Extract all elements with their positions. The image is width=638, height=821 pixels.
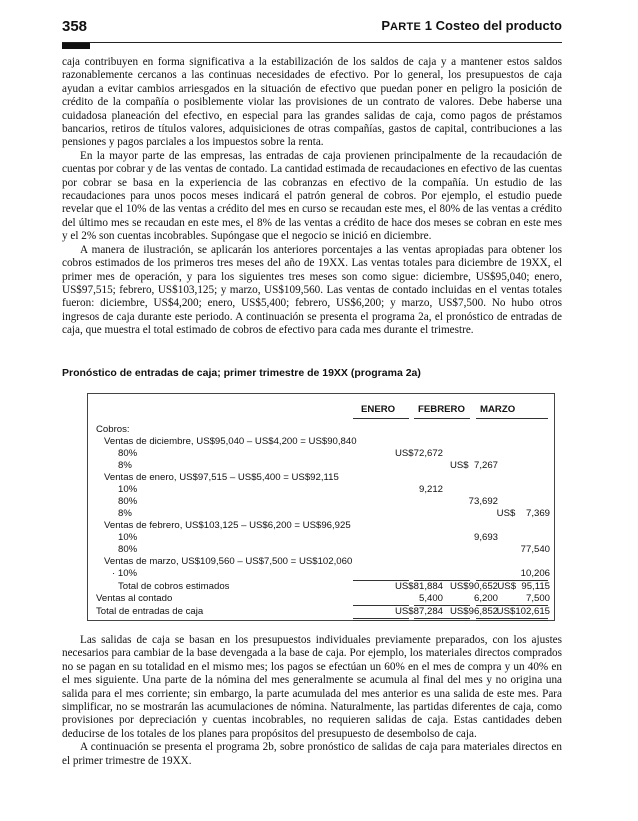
cell-febrero: 9,693 — [473, 532, 498, 543]
cell-marzo: 77,540 — [520, 544, 550, 555]
row-label: Cobros: — [96, 424, 130, 435]
row-label: 80% — [118, 448, 138, 459]
cell-marzo: 7,500 — [525, 593, 550, 604]
table-footer — [87, 593, 555, 621]
cell-marzo: US$102,615 — [496, 606, 550, 617]
row-label: Total de entradas de caja — [96, 606, 204, 617]
cell-febrero: 73,692 — [468, 496, 498, 507]
row-label: Ventas al contado — [96, 593, 173, 604]
running-head-rest: 1 Costeo del producto — [421, 18, 562, 33]
table-row — [88, 460, 554, 472]
cell-marzo: US$ 7,369 — [496, 508, 550, 519]
cell-marzo: US$ 95,115 — [497, 581, 550, 592]
table-row — [88, 472, 554, 484]
column-header-enero: ENERO — [361, 404, 396, 415]
table-row — [88, 436, 554, 448]
row-label: Ventas de enero, US$97,515 – US$5,400 = US$92,115 — [104, 472, 339, 483]
cell-febrero: US$ 7,267 — [449, 460, 498, 471]
table-row — [88, 484, 554, 496]
table-row — [88, 556, 554, 568]
cell-marzo: 10,206 — [520, 568, 550, 579]
cell-enero: US$72,672 — [394, 448, 443, 459]
header-underline — [414, 418, 470, 419]
table-row — [88, 496, 554, 508]
cell-enero: US$81,884 — [394, 581, 443, 592]
row-label: Total de cobros estimados — [118, 581, 230, 592]
table-row — [88, 544, 554, 556]
row-label: 8% — [118, 460, 132, 471]
table-row — [88, 581, 554, 593]
paragraph: A manera de ilustración, se aplicarán los anteriores porcentajes a las ventas apropiadas para obtener los cobros estimados de los primeros tres meses del año de 19XX. Las ventas totales para diciembre de 19XX, el primer mes de operación, y para los siguientes tres meses son como sigue: diciembre, US$95,040; enero, US$97,515; febrero, US$103,125; y marzo, US$109,560. Las ventas de contado incluidas en el ventas totales fueron: diciembre, US$4,200; enero, US$5,400; febrero, US$6,200; y marzo, US$7,500. No hubo otros ingresos de caja durante este periodo. A continuación se presenta el programa 2a, el pronóstico de entradas de caja, que muestra el total estimado de cobros de efectivo para cada mes durante el trimestre. — [62, 243, 562, 337]
header-rule-block — [62, 43, 90, 49]
row-label: 10% — [118, 484, 138, 495]
paragraph: caja contribuyen en forma significativa a la estabilización de los saldos de caja y a mantener estos saldos razonablemente cercanos a las continuas necesidades de efectivo. Por lo general, los presupuestos de caja ayudan a evitar cambios arriesgados en la situación de efectivo que puedan poner en peligro la posición de crédito de la compañía o posiblemente violar las provisiones de un contrato de valores. Debe haberse una cuidadosa planeación del efectivo, en especial para las grandes salidas de caja, como pagos de préstamos bancarios, retiros de títulos valores, adquisiciones de otras compañías, gastos de capital, contribuciones a las pensiones y pagos parciales a los impuestos sobre la renta. — [62, 56, 562, 149]
page-number: 358 — [62, 18, 88, 35]
cash-receipts-table — [87, 393, 555, 621]
row-label: 80% — [118, 544, 138, 555]
row-label: Ventas de febrero, US$103,125 – US$6,200 = US$96,925 — [104, 520, 351, 531]
header-rule — [62, 42, 562, 43]
cell-enero: 9,212 — [418, 484, 443, 495]
exhibit-title: Pronóstico de entradas de caja; primer trimestre de 19XX (programa 2a) — [62, 367, 421, 379]
header-underline — [353, 418, 409, 419]
cell-febrero: US$90,652 — [449, 581, 498, 592]
paragraph: A continuación se presenta el programa 2b, sobre pronóstico de salidas de caja para materiales directos en el primer trimestre de 19XX. — [62, 741, 562, 767]
table-row — [88, 448, 554, 460]
column-header-febrero: FEBRERO — [418, 404, 465, 415]
running-head — [381, 18, 562, 33]
paragraph: Las salidas de caja se basan en los presupuestos individuales previamente preparados, con los ajustes necesarios para cambiar de la base devengada a la base de caja. Por ejemplo, los materiales directos comprados no se pagan en su totalidad en el mismo mes; los pagos se efectúan un 60% en el mes de compra y un 40% en el mes siguiente. Una parte de la nómina del mes generalmente se acumula al final del mes y no origina una salida para el mes corriente; sin embargo, la parte acumulada del mes anterior es una salida de este mes. Para simplificar, no se mostrarán las acumulaciones de nómina. Naturalmente, las partidas diferentes de caja, como provisiones por depreciación y cuentas incobrables, no requieren salidas de caja. Estas cantidades deben deducirse de los totales de los planes para propósitos del presupuesto de desembolso de caja. — [62, 634, 562, 740]
cell-enero: 5,400 — [418, 593, 443, 604]
cell-febrero: 6,200 — [473, 593, 498, 604]
row-label: 80% — [118, 496, 138, 507]
row-label: Ventas de marzo, US$109,560 – US$7,500 = US$102,060 — [104, 556, 353, 567]
row-label: 8% — [118, 508, 132, 519]
table-row — [88, 568, 554, 580]
body-text-bottom — [62, 634, 562, 768]
paragraph: En la mayor parte de las empresas, las entradas de caja provienen principalmente de la recaudación de cuentas por cobrar y de las ventas de contado. La cantidad estimada de recaudaciones en efectivo de las cuentas por cobrar se basa en la experiencia de las cobranzas en efectivo de la compañía. Un estudio de las recaudaciones para unos pocos meses indicará el patrón general de cobros. Por ejemplo, el estudio puede revelar que el 10% de las ventas a crédito del mes en curso se recaudan este mes, el 80% de las ventas a crédito del último mes se recaudan en este mes, el 8% de las ventas a crédito de hace dos meses se cobran en este mes y el 2% son cuentas incobrables. Supóngase que el negocio se inició en diciembre. — [62, 149, 562, 243]
row-label: 10% — [118, 532, 138, 543]
body-text-top — [62, 56, 562, 338]
row-label: · 10% — [112, 568, 138, 579]
cell-febrero: US$96,852 — [449, 606, 498, 617]
table-row — [88, 424, 554, 436]
column-header-marzo: MARZO — [480, 404, 516, 415]
page-header — [62, 14, 562, 38]
table-row — [88, 532, 554, 544]
table-row — [88, 520, 554, 532]
running-head-initial: P — [381, 18, 390, 33]
table-row — [88, 508, 554, 520]
header-underline — [476, 418, 548, 419]
cell-enero: US$87,284 — [394, 606, 443, 617]
running-head-smallcaps: ARTE — [390, 21, 422, 33]
row-label: Ventas de diciembre, US$95,040 – US$4,200 = US$90,840 — [104, 436, 357, 447]
